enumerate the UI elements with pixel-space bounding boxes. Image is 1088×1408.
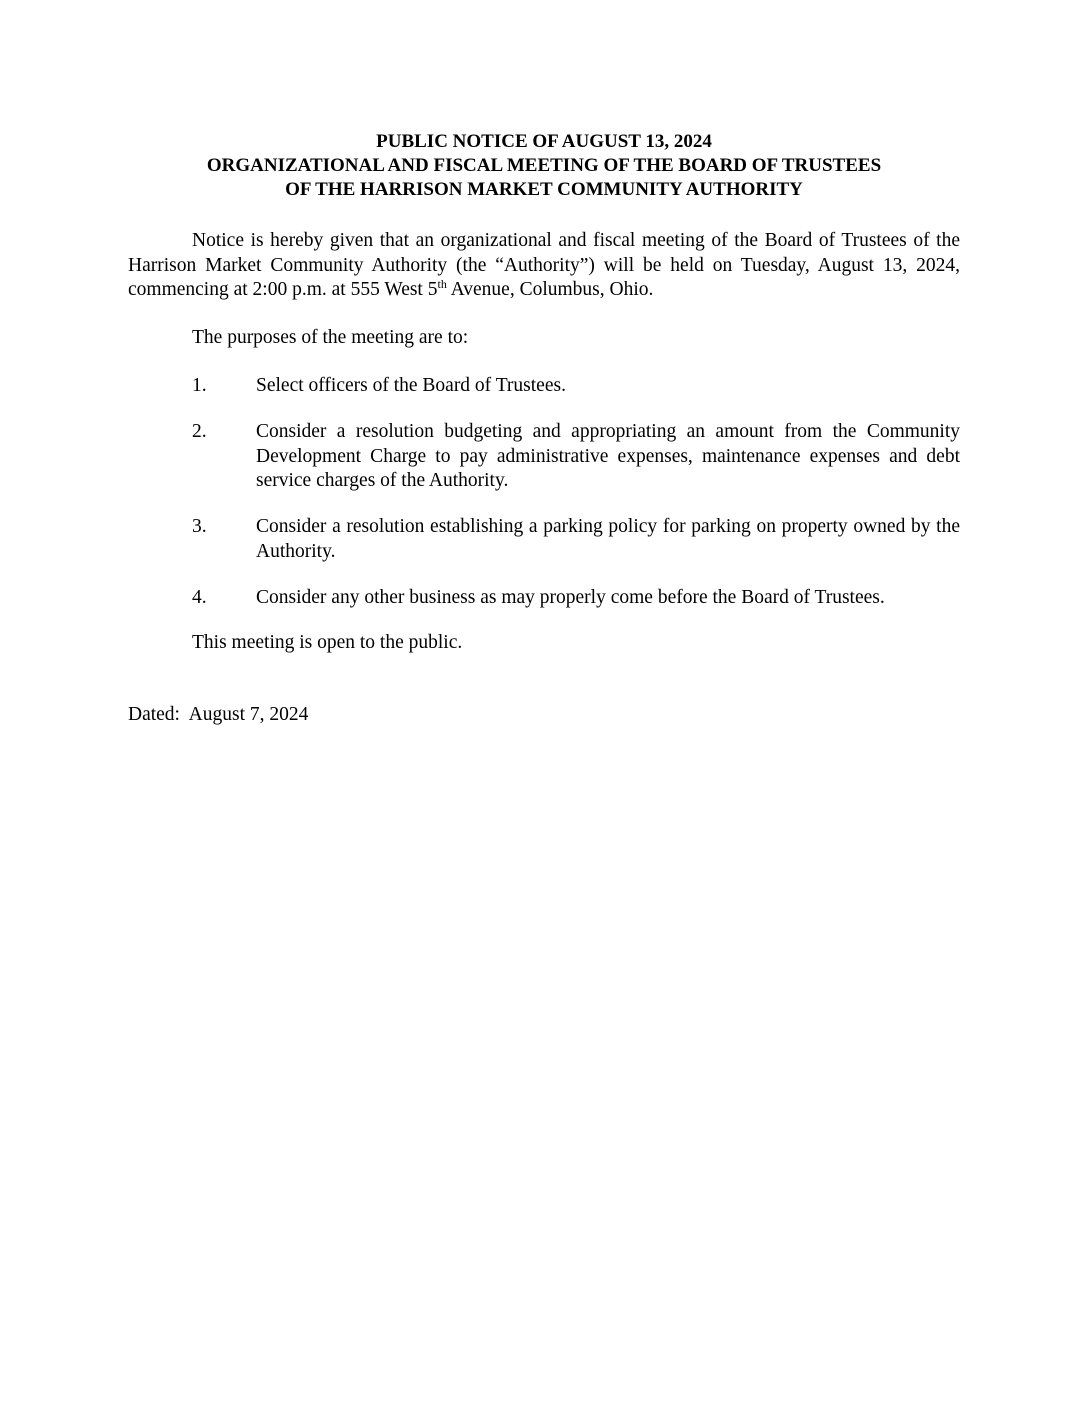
notice-heading bbox=[128, 130, 960, 202]
agenda-item-number: 3. bbox=[192, 516, 207, 537]
notice-paragraph bbox=[128, 229, 960, 303]
agenda-item-text: Consider a resolution establishing a parking policy for parking on property owned by the Authority. bbox=[256, 516, 960, 562]
agenda-item-text: Consider a resolution budgeting and appropriating an amount from the Community Development Charge to pay administrative expenses, maintenance expenses and debt service charges of the Authority. bbox=[256, 421, 960, 491]
dated-label: Dated: bbox=[128, 704, 180, 725]
ordinal-superscript: th bbox=[437, 277, 447, 291]
agenda-item bbox=[192, 515, 960, 564]
heading-line-1: PUBLIC NOTICE OF AUGUST 13, 2024 bbox=[376, 131, 712, 152]
agenda-item-number: 2. bbox=[192, 421, 207, 442]
open-to-public-statement: This meeting is open to the public. bbox=[192, 632, 463, 653]
agenda-item bbox=[192, 586, 960, 611]
agenda-item-number: 4. bbox=[192, 587, 207, 608]
heading-line-2: ORGANIZATIONAL AND FISCAL MEETING OF THE BOARD OF TRUSTEES bbox=[206, 155, 882, 176]
dated-line bbox=[128, 703, 308, 728]
notice-text-start: Notice is hereby given that an organizational and fiscal meeting of the Board of Trustees of the Harrison Market Community Authority (the “Authority”) will be held on Tuesday, August 13, 2024, commencing at 2:00 p.m. at 555 West 5 bbox=[128, 230, 960, 300]
notice-text-end: Avenue, Columbus, Ohio. bbox=[446, 279, 654, 300]
purposes-intro: The purposes of the meeting are to: bbox=[192, 327, 469, 348]
agenda-item bbox=[192, 374, 960, 399]
agenda-item-text: Select officers of the Board of Trustees. bbox=[256, 375, 566, 396]
agenda-item-number: 1. bbox=[192, 375, 207, 396]
heading-line-3: OF THE HARRISON MARKET COMMUNITY AUTHORITY bbox=[285, 179, 803, 200]
agenda-item-text: Consider any other business as may properly come before the Board of Trustees. bbox=[256, 587, 885, 608]
dated-date: August 7, 2024 bbox=[188, 704, 309, 725]
agenda-item bbox=[192, 420, 960, 494]
